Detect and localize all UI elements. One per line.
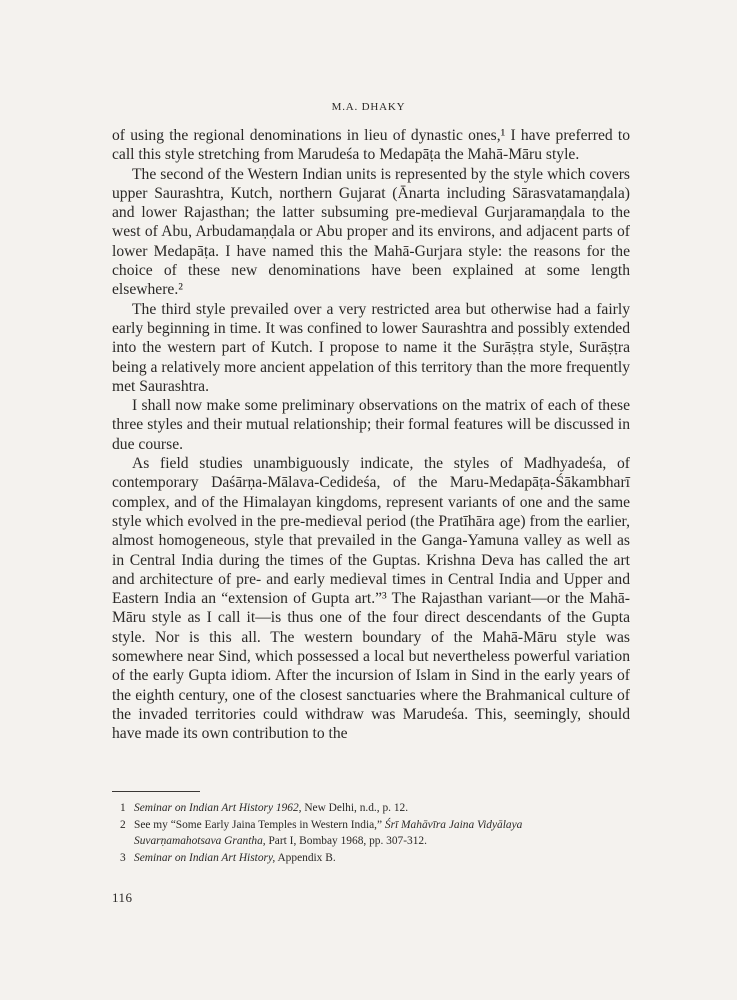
footnote-detail: Appendix B. [275,851,336,864]
footnote-1 [112,800,632,817]
footnote-title: Seminar on Indian Art History 1962, [134,802,302,814]
paragraph-1: of using the regional denominations in lieu of dynastic ones,¹ I have preferred to call this style stretching from Marudeśa to Medapāṭa the Mahā-Māru style. [112,127,630,164]
footnote-title: Suvarṇamahotsava Grantha, [134,835,266,847]
paragraph-3: The third style prevailed over a very restricted area but otherwise had a fairly early beginning in time. It was confined to lower Saurashtra and possibly extended into the western part of Kutch. I propose to name it the Surāṣṭra style, Surāṣṭra being a relatively more ancient appelation of this territory than the more frequently met Saurashtra. [112,300,630,395]
footnote-title: Śrī Mahāvīra Jaina Vidyālaya [384,818,523,831]
footnotes [112,800,632,866]
running-header: M.A. DHAKY [331,101,406,113]
main-text [112,126,630,744]
footnote-number: 2 [120,818,126,831]
footnote-2 [112,817,632,834]
paragraph-2: The second of the Western Indian units is represented by the style which covers upper Saurashtra, Kutch, northern Gujarat (Ānarta including Sārasvatamaṇḍala) and lower Rajasthan; the latter subsuming pre-medieval Gurjaramaṇḍala to the west of Abu, Arbudamaṇḍala or Abu proper and its environs, and adjacent parts of lower Medapāṭa. I have named this the Mahā-Gurjara style: the reasons for the choice of these new denominations have been explained at some length elsewhere.² [112,165,630,299]
page-number: 116 [112,890,133,905]
footnote-2-continuation [112,833,632,850]
footnote-detail: Part I, Bombay 1968, pp. 307-312. [265,835,427,847]
footnote-number: 3 [120,851,126,864]
footnote-detail: See my “Some Early Jaina Temples in Western India,” [134,818,385,831]
footnote-divider [112,791,200,792]
paragraph-4: I shall now make some preliminary observations on the matrix of each of these three styles and their mutual relationship; their formal features will be discussed in due course. [112,397,630,453]
paragraph-5: As field studies unambiguously indicate, the styles of Madhyadeśa, of contemporary Daśārṇa-Mālava-Cedideśa, of the Maru-Medapāṭa-Śākambharī complex, and of the Himalayan kingdoms, represent variants of one and the same style which evolved in the pre-medieval period (the Pratīhāra age) from the earlier, almost homogeneous, style that prevailed in the Ganga-Yamuna valley as well as in Central India during the times of the Guptas. Krishna Deva has called the art and architecture of pre- and early medieval times in Central India and Upper and Eastern India an “extension of Gupta art.”³ The Rajasthan variant—or the Mahā-Māru style as I call it—is thus one of the four direct descendants of the Gupta style. Nor is this all. The western boundary of the Mahā-Māru style was somewhere near Sind, which possessed a local but nevertheless powerful variation of the early Gupta idiom. After the incursion of Islam in Sind in the early years of the eighth century, one of the closest sanctuaries where the Brahmanical culture of the invaded territories could withdraw was Marudeśa. This, seemingly, should have made its own contribution to the [112,455,630,743]
footnote-3 [112,850,632,867]
footnote-detail: New Delhi, n.d., p. 12. [301,802,409,814]
footnote-title: Seminar on Indian Art History, [134,851,276,864]
footnote-number: 1 [120,802,126,814]
